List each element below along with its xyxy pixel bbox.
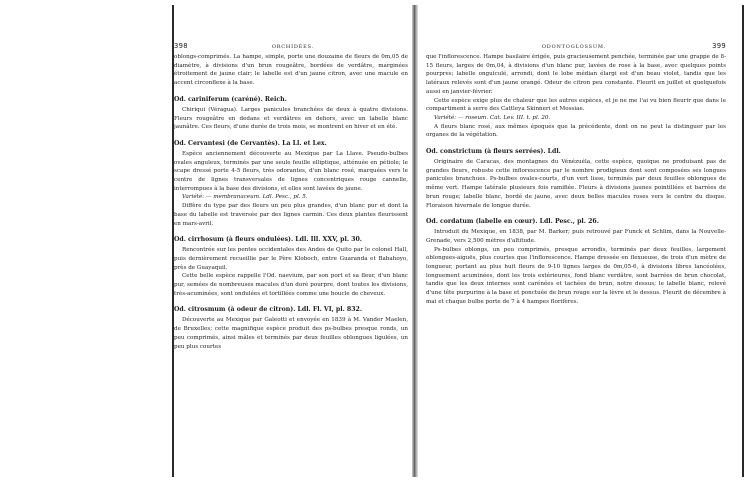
entry-heading: Od. cordatum (labelle en cœur). Ldl. Pesc., pl. 26. — [426, 218, 599, 226]
entry-paragraph: Espèce anciennement découverte au Mexique par La Llave. Pseudo-bulbes ovales anguleux, terminés par une seule feuille elliptique, atténuée en pétiole; le scape dressé porte 4-5 fleurs, très odorantes, d'un blanc rosé, marquées vers le centre de lignes transversales de lignes concentriques rouge cannelle, interrompues à la base des divisions, et elles sont lavées de jaune. — [174, 150, 408, 192]
entry-paragraph: Chiriqui (Véragua). Larges panicules branchées de deux à quatre divisions. Fleurs rougeâtre en dedans et verdâtres en dehors, avec un labelle blanc jaunâtre. Ces fleurs, d'une durée de trois mois, se montrent en hiver et en été. — [174, 106, 408, 131]
entry-paragraph: Introduit du Mexique, en 1838, par M. Barker; puis retrouvé par Funck et Schlim, dans la Nouvelle-Grenade, vers 2,500 mètres d'altitude. — [426, 229, 726, 244]
variety-line: Variété: — roseum. Cat. Lev. III. t. pl. 20. — [434, 114, 551, 121]
entry-paragraph: A fleurs blanc rosé, aux mêmes époques que la précédente, dont on ne peut la distinguer par les organes de la végétation. — [426, 123, 726, 139]
entry-heading: Od. citrosmum (à odeur de citron). Ldl. Fl. VI, pl. 832. — [174, 306, 362, 314]
entry-paragraph: Découverte au Mexique par Galeotti et envoyée en 1839 à M. Vander Maelen, de Bruxelles; cette magnifique espèce produit des ps-bulbes presque ronds, un peu comprimés, ainsi mâles et terminés par deux feuilles oblongues ligulées, un peu plus courtes — [174, 317, 408, 350]
entry-heading: Od. cariniferum (caréné). Reich. — [174, 95, 287, 103]
left-running-head: ORCHIDÉES. — [271, 44, 315, 50]
entry-heading: Od. Cervantesi (de Cervantès). La Ll. et Lex. — [174, 139, 327, 147]
entry-paragraph: Originaire de Caracas, des montagnes du Vénézuéla, cette espèce, quoique ne produisant pas de grandes fleurs, robuste cette inflorescence par le nombre prodigieux dont sont composées ses longues panicules branchues. Ps-bulbes ovales-courts, d'un vert lisse, terminés par deux feuilles oblongues de même vert. Hampe latérale plusieurs fois ramifiée. Fleurs à divisions jaunes pointillées et barrées de brun rouge; labelle blanc, bordé de jaune, avec deux belles macules roses vers le centre du disque. Floraison hivernale de longue durée. — [426, 159, 726, 209]
left-intro-text: oblongs-comprimés. La hampe, simple, porte une douzaine de fleurs de 0m,05 de diamètre, à divisions d'un brun rougeâtre, bordées de verdâtre, marginées étroitement de jaune clair; le labelle est d'un jaune citron, avec une macule en accent circonflexe à la base. — [174, 54, 408, 87]
left-page — [174, 41, 408, 471]
right-intro-text: que l'inflorescence. Hampe basilaire érigée, puis gracieusement penchée, terminée par une grappe de 8-15 fleurs, larges de 0m,04, à divisions d'un blanc pur, lavées de rose à la base, avec quelques points pourpres; labelle onguiculé, arrondi, dont le lobe médian élargi est d'un beau violet, tandis que les latéraux relevés sont d'un jaune orangé. Odeur de citron peu constante. Fleurit en juillet et quelquefois aussi en janvier-février. — [426, 54, 726, 95]
book-pages — [172, 5, 744, 477]
right-page-number: 399 — [712, 42, 726, 50]
left-page-number: 398 — [174, 42, 188, 50]
right-running-head: ODONTOGLOSSUM. — [541, 44, 607, 50]
entry-heading: Od. constrictum (à fleurs serrées). Ldl. — [426, 148, 561, 156]
entry-paragraph: Rencontrée sur les pentes occidentales des Andes de Quito par le colonel Hall, puis dernièrement recueillie par le Père Kloboch, entre Guaranda et Babahoyo, près de Guayaquil. — [174, 247, 408, 271]
entry-paragraph: Cette espèce exige plus de chaleur que les autres espèces, et je ne me l'ai vu bien fleurir que dans le compartiment à serre des Cattleya Skinneri et Mossiae. — [426, 97, 726, 113]
entry-paragraph: Cette belle espèce rappelle l'Od. naevium, par son port et sa fleur, d'un blanc pur, semées de nombreuses macules d'un doré pourpre, dont toutes les divisions, très-acuminées, sont ondulées et tortillées comme une boucle de cheveux. — [174, 273, 408, 297]
book-spine — [412, 5, 418, 477]
variety-line: Variété: — membranaceum. Ldl. Pesc., pl. 5. — [182, 194, 308, 201]
entry-paragraph: Diffère du type par des fleurs un peu plus grandes, d'un blanc pur et dont la base du labelle est traversée par des lignes carmin. Ces deux plantes fleurissent en mars-avril. — [174, 203, 408, 227]
right-page — [426, 41, 726, 471]
entry-paragraph: Ps-bulbes oblongs, un peu comprimés, presque arrondis, terminés par deux feuilles, largement oblongues-aiguës, plus courtes que l'inflorescence. Hampe dressée en flexueuse, de trois d'un mètre de longueur, portant au plus huit fleurs de 9-10 lignes larges de 0m,05-6, à divisions libres lancéolées, longuement acuminées, dont les trois extérieures, fond blanc verdâtre, sont barrées de brun chocolat, tandis que les deux internes sont carénées et tachées de brun, notre dessus; le labelle blanc, relevé d'une tête purpurine à la base et ponctuée de brun rouge sur la lèvre et le dessus. Fleurit de décembre à mai et chaque bulbe porte de 7 à 4 hampes florifères. — [426, 246, 726, 305]
entry-heading: Od. cirrhosum (à fleurs ondulées). Ldl. Ill. XXV, pl. 30. — [174, 236, 362, 244]
